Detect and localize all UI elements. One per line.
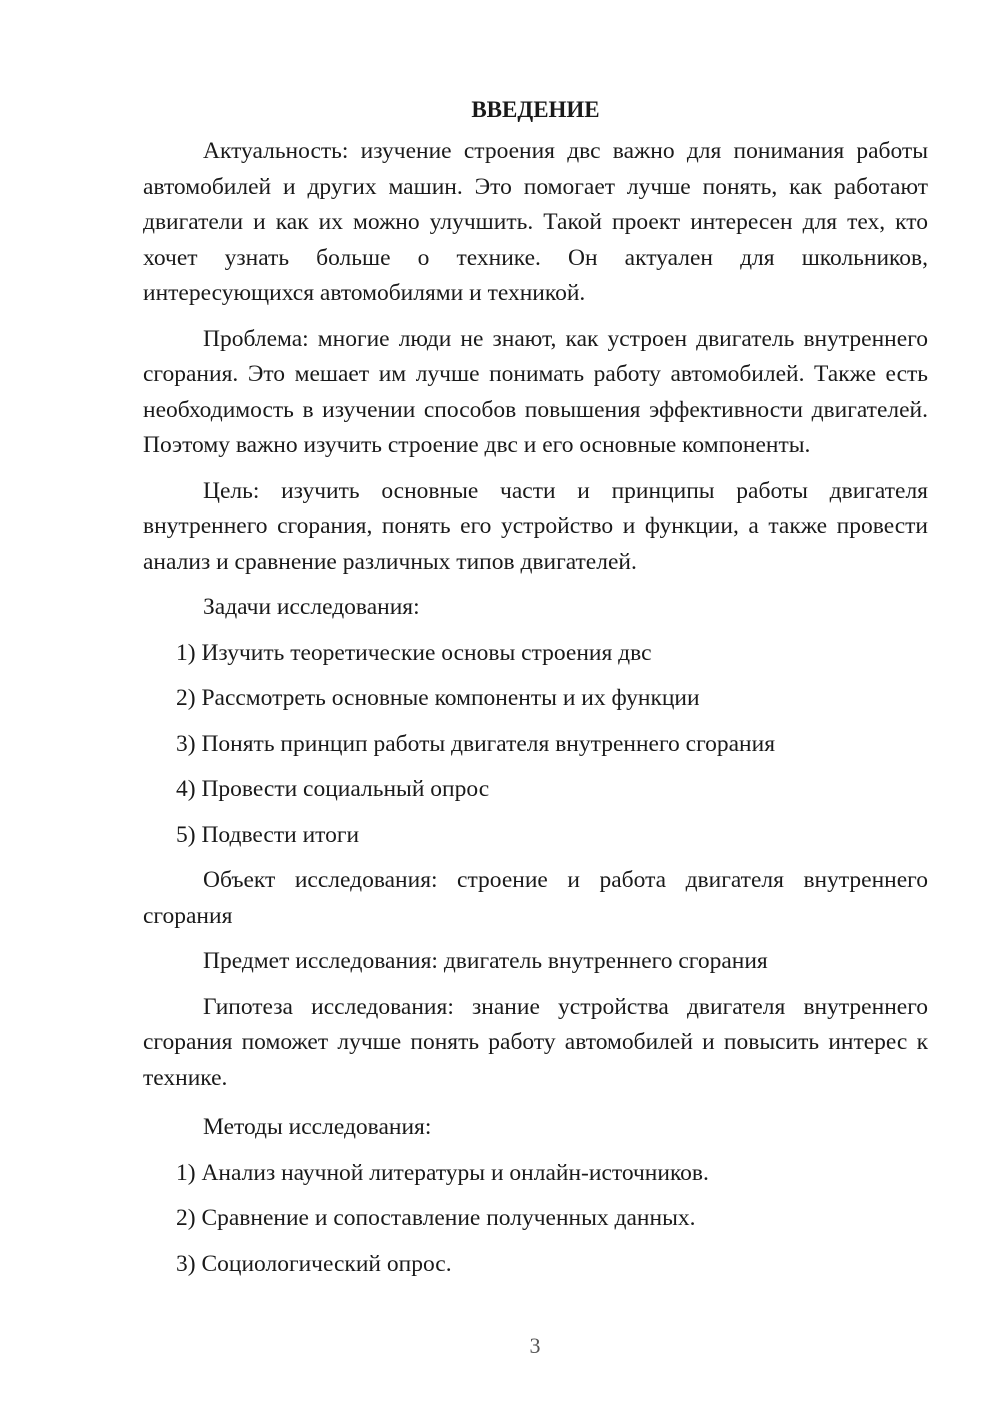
relevance-paragraph: Актуальность: изучение строения двс важно для понимания работы автомобилей и других машин. Это помогает лучше понять, как работают двигатели и как их можно улучшить. Такой проект интересен для тех, кто хочет узнать больше о технике. Он актуален для школьников, интересующихся автомобилями и техникой.	[143, 138, 928, 306]
object-paragraph: Объект исследования: строение и работа двигателя внутреннего сгорания	[143, 867, 928, 929]
task-item: 5) Подвести итоги	[176, 821, 360, 848]
hypothesis-paragraph: Гипотеза исследования: знание устройства двигателя внутреннего сгорания поможет лучше понять работу автомобилей и повысить интерес к технике.	[143, 993, 928, 1091]
tasks-heading: Задачи исследования:	[203, 594, 420, 620]
section-title: ВВЕДЕНИЕ	[471, 97, 600, 122]
methods-heading: Методы исследования:	[203, 1114, 432, 1140]
page-number: 3	[529, 1333, 541, 1358]
document-page	[143, 94, 928, 1282]
task-item: 3) Понять принцип работы двигателя внутреннего сгорания	[176, 730, 776, 757]
task-item: 1) Изучить теоретические основы строения двс	[176, 639, 652, 666]
method-item: 1) Анализ научной литературы и онлайн-источников.	[176, 1159, 709, 1186]
method-item: 2) Сравнение и сопоставление полученных данных.	[176, 1205, 696, 1231]
task-item: 4) Провести социальный опрос	[176, 776, 490, 802]
problem-paragraph: Проблема: многие люди не знают, как устроен двигатель внутреннего сгорания. Это мешает им лучше понимать работу автомобилей. Также есть необходимость в изучении способов повышения эффективности двигателей. Поэтому важно изучить строение двс и его основные компоненты.	[143, 325, 928, 458]
goal-paragraph: Цель: изучить основные части и принципы работы двигателя внутреннего сгорания, понять его устройство и функции, а также провести анализ и сравнение различных типов двигателей.	[143, 477, 928, 575]
method-item: 3) Социологический опрос.	[176, 1250, 452, 1277]
task-item: 2) Рассмотреть основные компоненты и их функции	[176, 685, 700, 711]
subject-paragraph: Предмет исследования: двигатель внутреннего сгорания	[203, 948, 768, 974]
